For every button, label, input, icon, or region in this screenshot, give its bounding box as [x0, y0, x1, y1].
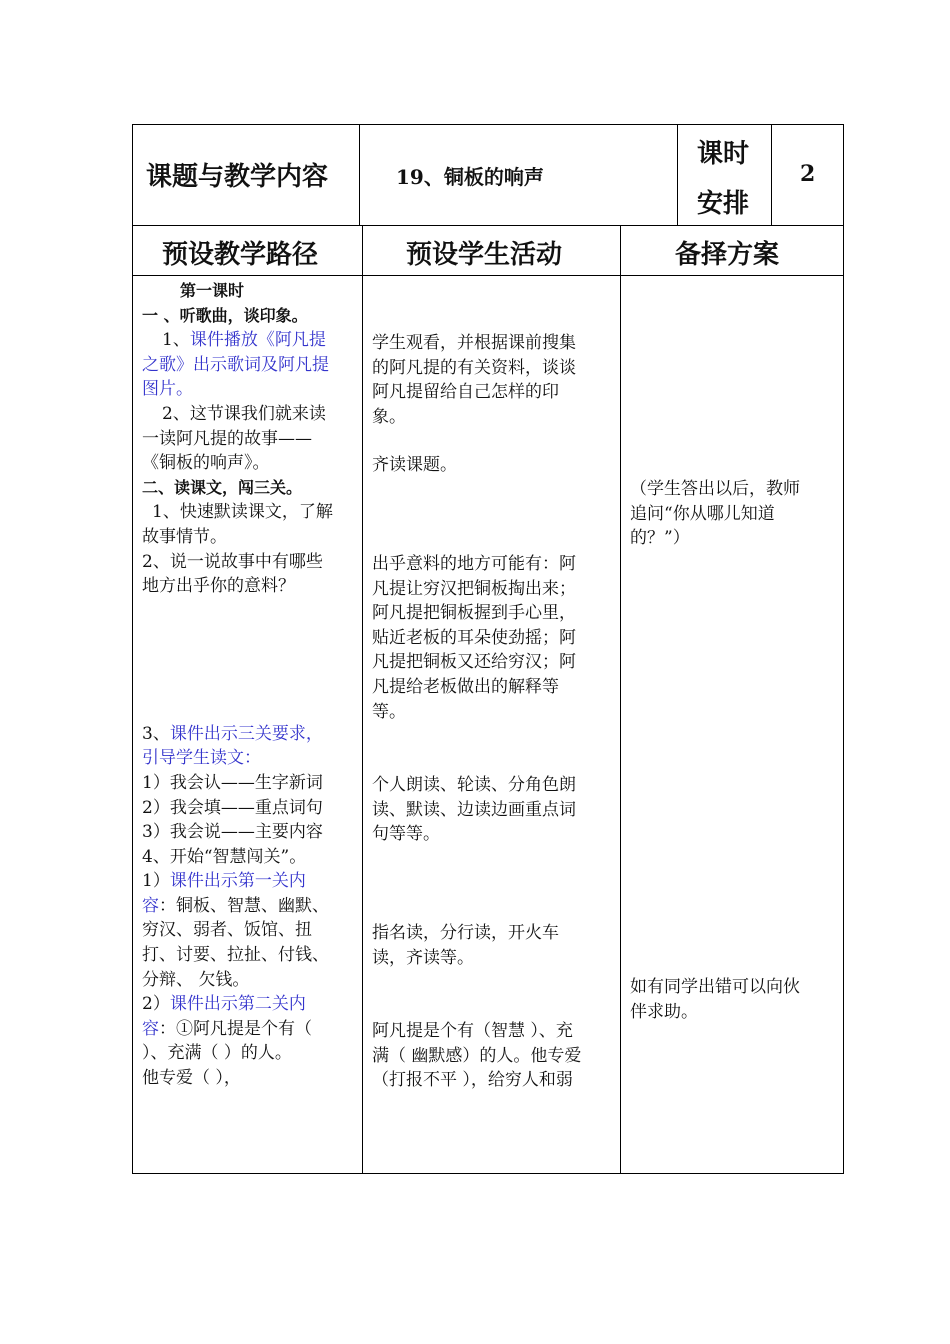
table-border-bottom	[132, 1173, 844, 1174]
lesson-period-heading: 第一课时	[180, 281, 245, 300]
activity-column-header: 预设学生活动	[406, 240, 563, 270]
courseware-link: 课件出示三关要求，	[169, 723, 323, 744]
activity-line: 阿凡提留给自己怎样的印	[372, 382, 559, 403]
column-divider-2	[620, 225, 621, 1174]
path-line: 4、开始“智慧闯关”。	[142, 846, 307, 867]
alternative-line: 的？”）	[630, 528, 690, 549]
student-activity-column	[372, 331, 616, 1093]
activity-line: 阿凡提把铜板握到手心里，	[372, 603, 576, 624]
alternative-line: 追问“你从哪儿知道	[630, 503, 775, 524]
table-border-top	[132, 124, 844, 125]
period-label-line2: 安排	[697, 189, 750, 219]
activity-line: 个人朗读、轮读、分角色朗	[372, 775, 576, 796]
activity-line: 凡提把铜板又还给穷汉；阿	[372, 652, 576, 673]
activity-line: 读，齐读等。	[372, 947, 474, 968]
activity-line: 齐读课题。	[372, 455, 457, 476]
column-header-divider	[132, 275, 844, 276]
activity-line: 凡提给老板做出的解释等	[372, 676, 559, 697]
teaching-path-column	[142, 279, 358, 1091]
activity-line: 读、默读、边读边画重点词	[372, 799, 576, 820]
activity-line: 指名读，分行读，开火车	[372, 922, 559, 943]
lesson-title: 19、铜板的响声	[396, 165, 544, 189]
activity-line: 贴近老板的耳朵使劲摇；阿	[372, 627, 576, 648]
path-column-header: 预设教学路径	[162, 240, 319, 270]
alternative-line: 伴求助。	[630, 1001, 698, 1022]
courseware-link: 课件出示第二关内	[169, 994, 306, 1015]
path-line: 他专爱（ ），	[142, 1068, 241, 1089]
path-line: ）、充满（ ）的人。	[142, 1043, 292, 1064]
activity-line: 句等等。	[372, 824, 440, 845]
path-line: 2）我会填——重点词句	[142, 797, 323, 818]
period-label-line1: 课时	[697, 139, 750, 169]
path-line: 之歌》出示歌词及阿凡提	[142, 354, 329, 375]
path-line: 1）我会认——生字新词	[142, 772, 323, 793]
path-line: 2、说一说故事中有哪些	[142, 551, 323, 572]
column-divider-1	[362, 225, 363, 1174]
activity-line: 阿凡提是个有（智慧 ）、充	[372, 1021, 573, 1042]
activity-line: （打报不平 ），给穷人和弱	[372, 1070, 573, 1091]
header-divider-3	[771, 124, 772, 225]
alternative-plan-column	[630, 477, 840, 551]
alternative-plan-note	[630, 975, 840, 1024]
activity-line: 象。	[372, 406, 406, 427]
path-line: 容：①阿凡提是个有（	[142, 1018, 312, 1039]
activity-line: 学生观看，并根据课前搜集	[372, 333, 576, 353]
activity-line: 等。	[372, 701, 406, 722]
alternative-line: （学生答出以后，教师	[630, 479, 800, 499]
path-line: 2、这节课我们就来读	[162, 403, 326, 424]
alternative-column-header: 备择方案	[675, 240, 780, 270]
period-value: 2	[800, 161, 816, 187]
table-border-right	[843, 124, 844, 1174]
activity-line: 出乎意料的地方可能有：阿	[372, 553, 576, 574]
path-line: 3）我会说——主要内容	[142, 822, 323, 843]
path-line: 容：铜板、智慧、幽默、	[142, 895, 329, 916]
path-line: 《铜板的响声》。	[142, 453, 270, 474]
section-heading-1: 一 、听歌曲，谈印象。	[142, 305, 308, 325]
table-border-left	[132, 124, 133, 1174]
path-line: 故事情节。	[142, 526, 227, 547]
path-line: 3、课件出示三关要求，	[142, 723, 323, 744]
path-line: 1）课件出示第一关内	[142, 871, 306, 892]
path-line: 1、课件播放《阿凡提	[162, 330, 326, 351]
activity-line: 满（ 幽默感）的人。他专爱	[372, 1045, 582, 1066]
courseware-link: 课件出示第一关内	[169, 871, 306, 892]
section-heading-2: 二、读课文，闯三关。	[142, 477, 303, 497]
path-line: 引导学生读文：	[142, 748, 261, 769]
path-line: 分辩、 欠钱。	[142, 969, 250, 990]
path-line: 1、快速默读课文，了解	[152, 502, 333, 523]
path-line: 图片。	[142, 379, 193, 400]
path-line: 打、讨要、拉扯、付钱、	[142, 945, 329, 966]
header-divider-1	[359, 124, 360, 225]
path-line: 2）课件出示第二关内	[142, 994, 306, 1015]
path-line: 穷汉、弱者、饭馆、扭	[142, 920, 312, 941]
activity-line: 凡提让穷汉把铜板掏出来；	[372, 578, 576, 599]
path-line: 地方出乎你的意料？	[142, 576, 295, 597]
courseware-link: 课件播放《阿凡提	[189, 330, 326, 351]
topic-label: 课题与教学内容	[146, 162, 329, 192]
alternative-line: 如有同学出错可以向伙	[630, 977, 800, 997]
header-row-divider	[132, 225, 844, 226]
path-line: 一读阿凡提的故事——	[142, 428, 312, 449]
activity-line: 的阿凡提的有关资料，谈谈	[372, 357, 576, 378]
header-divider-2	[677, 124, 678, 225]
